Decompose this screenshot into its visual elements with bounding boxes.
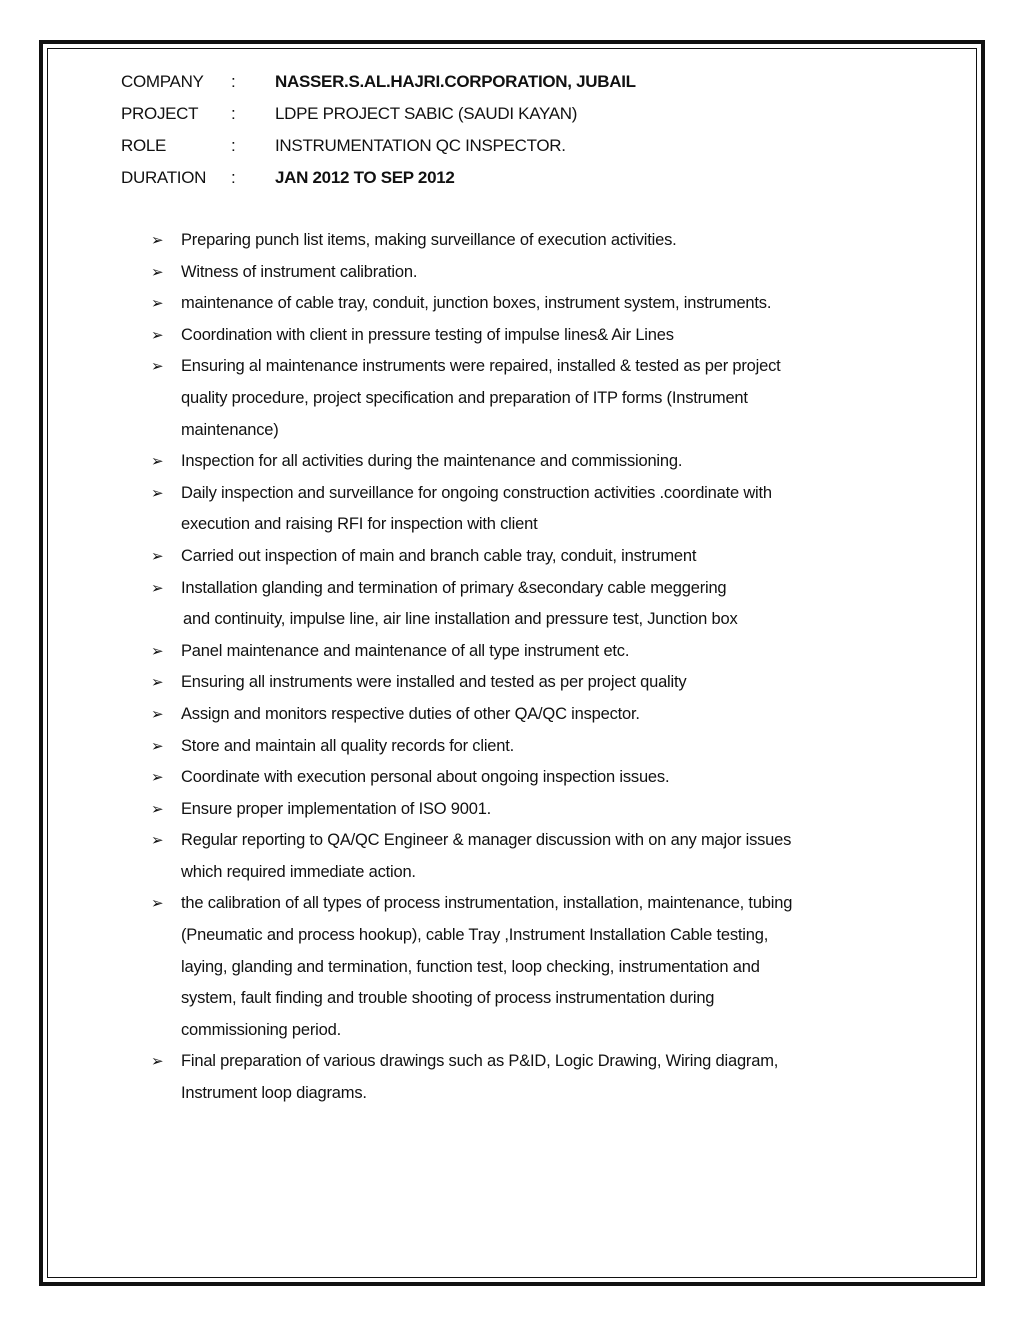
arrow-bullet-icon: ➢: [151, 1053, 164, 1071]
job-info-block: [121, 66, 921, 194]
responsibility-text-line: Ensuring all instruments were installed and tested as per project quality: [181, 673, 687, 692]
project-label: PROJECT: [121, 104, 199, 123]
role-row: [121, 130, 921, 162]
duration-colon: :: [231, 168, 236, 187]
arrow-bullet-icon: ➢: [151, 326, 164, 344]
responsibility-text-line: Panel maintenance and maintenance of all type instrument etc.: [181, 641, 630, 660]
responsibility-item: [121, 794, 921, 826]
arrow-bullet-icon: ➢: [151, 232, 164, 249]
responsibility-text-line: which required immediate action.: [181, 862, 416, 881]
responsibility-text-line: quality procedure, project specification and preparation of ITP forms (Instrument: [181, 388, 748, 407]
responsibility-text-line: maintenance of cable tray, conduit, junction boxes, instrument system, instruments.: [181, 294, 772, 313]
responsibility-text-line: maintenance): [181, 420, 279, 439]
responsibility-item: [121, 320, 921, 352]
role-value: INSTRUMENTATION QC INSPECTOR.: [275, 136, 566, 155]
responsibility-item: [121, 667, 921, 699]
arrow-bullet-icon: ➢: [151, 737, 164, 755]
responsibility-text-line: laying, glanding and termination, function test, loop checking, instrumentation and: [181, 957, 760, 976]
arrow-bullet-icon: ➢: [151, 295, 164, 313]
responsibility-item: [121, 573, 921, 636]
responsibility-text-line: Coordinate with execution personal about ongoing inspection issues.: [181, 768, 670, 787]
company-colon: :: [231, 72, 236, 91]
project-value: LDPE PROJECT SABIC (SAUDI KAYAN): [275, 104, 578, 123]
company-label: COMPANY: [121, 72, 204, 91]
responsibility-item: [121, 541, 921, 573]
responsibility-item: [121, 478, 921, 541]
responsibility-text-line: Coordination with client in pressure testing of impulse lines& Air Lines: [181, 325, 674, 344]
responsibility-text-line: system, fault finding and trouble shooting of process instrumentation during: [181, 989, 715, 1008]
arrow-bullet-icon: ➢: [151, 358, 164, 376]
arrow-bullet-icon: ➢: [151, 579, 164, 597]
arrow-bullet-icon: ➢: [151, 484, 164, 502]
company-row: [121, 66, 921, 98]
responsibility-text-line: execution and raising RFI for inspection with client: [181, 515, 538, 534]
responsibility-text-line: Ensuring al maintenance instruments were repaired, installed & tested as per project: [181, 357, 781, 376]
responsibility-text-line: (Pneumatic and process hookup), cable Tray ,Instrument Installation Cable testing,: [181, 926, 769, 945]
responsibility-text-line: Final preparation of various drawings such as P&ID, Logic Drawing, Wiring diagram,: [181, 1052, 779, 1071]
responsibility-item: [121, 888, 921, 1046]
responsibility-text-line: Preparing punch list items, making surveillance of execution activities.: [181, 231, 677, 249]
arrow-bullet-icon: ➢: [151, 642, 164, 660]
responsibilities-list: [121, 225, 921, 1110]
responsibility-text-line: Daily inspection and surveillance for ongoing construction activities .coordinate with: [181, 483, 772, 502]
responsibility-text-line: Assign and monitors respective duties of other QA/QC inspector.: [181, 704, 640, 723]
responsibility-item: [121, 351, 921, 446]
project-row: [121, 98, 921, 130]
arrow-bullet-icon: ➢: [151, 674, 164, 692]
project-colon: :: [231, 104, 236, 123]
arrow-bullet-icon: ➢: [151, 453, 164, 471]
responsibility-item: [121, 225, 921, 257]
responsibility-item: [121, 762, 921, 794]
company-value: NASSER.S.AL.HAJRI.CORPORATION, JUBAIL: [275, 72, 636, 91]
arrow-bullet-icon: ➢: [151, 705, 164, 723]
responsibility-item: [121, 257, 921, 289]
arrow-bullet-icon: ➢: [151, 895, 164, 913]
duration-row: [121, 162, 921, 194]
responsibility-item: [121, 446, 921, 478]
arrow-bullet-icon: ➢: [151, 832, 164, 850]
responsibility-text-line: Instrument loop diagrams.: [181, 1084, 367, 1103]
responsibility-text-line: and continuity, impulse line, air line installation and pressure test, Junction box: [183, 610, 738, 629]
arrow-bullet-icon: ➢: [151, 263, 164, 281]
role-colon: :: [231, 136, 236, 155]
responsibility-text-line: Installation glanding and termination of primary &secondary cable meggering: [181, 578, 727, 597]
responsibility-item: [121, 1046, 921, 1109]
duration-label: DURATION: [121, 168, 207, 187]
arrow-bullet-icon: ➢: [151, 769, 164, 787]
responsibility-text-line: Carried out inspection of main and branch cable tray, conduit, instrument: [181, 546, 697, 565]
role-label: ROLE: [121, 136, 167, 155]
arrow-bullet-icon: ➢: [151, 547, 164, 565]
responsibility-item: [121, 288, 921, 320]
responsibility-item: [121, 699, 921, 731]
responsibility-item: [121, 636, 921, 668]
responsibility-item: [121, 731, 921, 763]
duration-value: JAN 2012 TO SEP 2012: [275, 168, 455, 187]
responsibility-text-line: Store and maintain all quality records for client.: [181, 736, 515, 755]
responsibility-text-line: Witness of instrument calibration.: [181, 262, 418, 281]
responsibility-text-line: commissioning period.: [181, 1020, 341, 1039]
responsibility-item: [121, 825, 921, 888]
responsibility-text-line: Inspection for all activities during the maintenance and commissioning.: [181, 452, 683, 471]
responsibility-text-line: Ensure proper implementation of ISO 9001.: [181, 799, 492, 818]
document-body: [121, 66, 921, 1110]
responsibility-text-line: the calibration of all types of process instrumentation, installation, maintenance, tubing: [181, 894, 793, 913]
responsibility-text-line: Regular reporting to QA/QC Engineer & manager discussion with on any major issues: [181, 831, 792, 850]
arrow-bullet-icon: ➢: [151, 800, 164, 818]
